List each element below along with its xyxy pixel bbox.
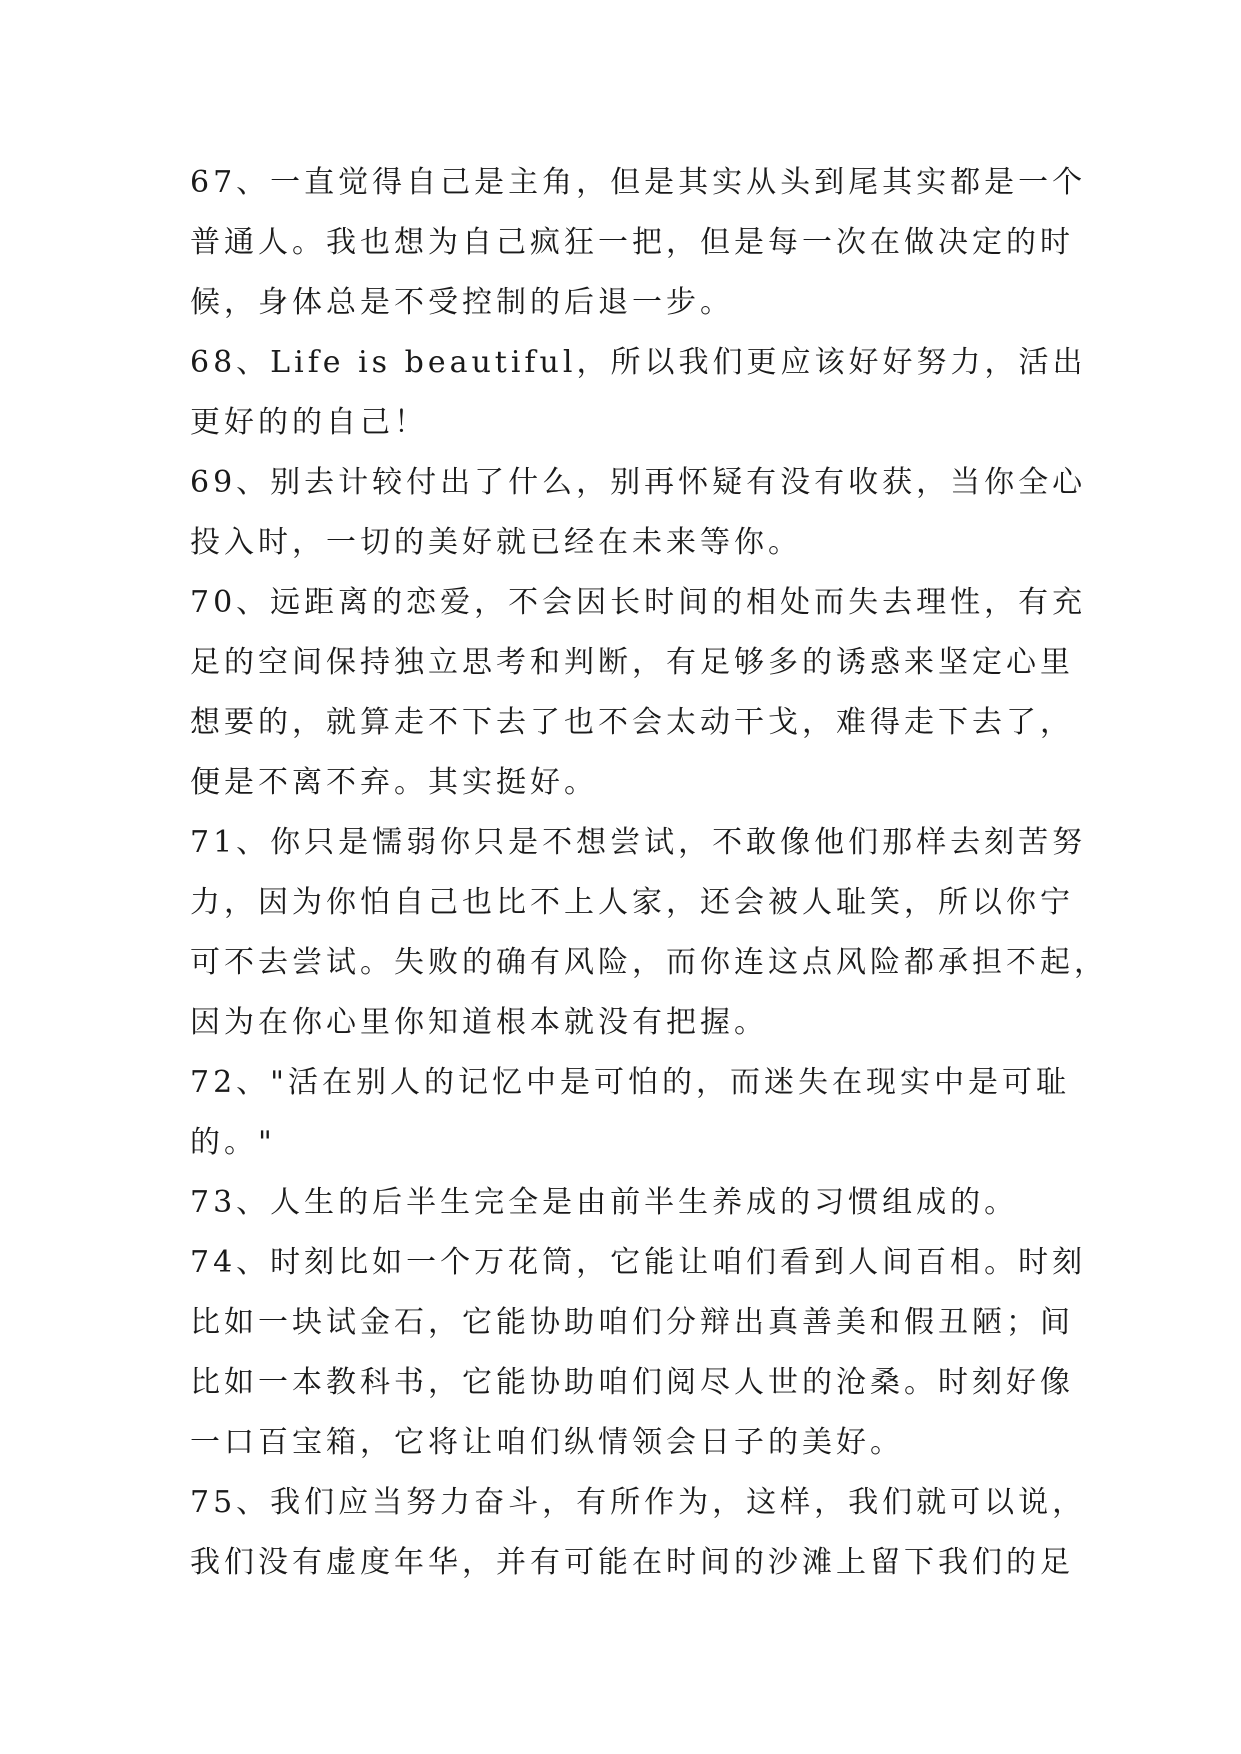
paragraph-68 (190, 333, 1087, 453)
text-line: 便是不离不弃。其实挺好。 (190, 765, 598, 800)
text-line: 一口百宝箱，它将让咱们纵情领会日子的美好。 (190, 1425, 904, 1460)
text-line: 75、我们应当努力奋斗，有所作为，这样，我们就可以说， (190, 1485, 1087, 1520)
text-line: 比如一本教科书，它能协助咱们阅尽人世的沧桑。时刻好像 (190, 1365, 1074, 1400)
text-line: 67、一直觉得自己是主角，但是其实从头到尾其实都是一个 (190, 165, 1087, 200)
paragraph-69 (190, 453, 1087, 573)
text-line: 普通人。我也想为自己疯狂一把，但是每一次在做决定的时 (190, 225, 1074, 260)
text-line: 比如一块试金石，它能协助咱们分辩出真善美和假丑陋；间 (190, 1305, 1074, 1340)
text-line: 投入时，一切的美好就已经在未来等你。 (190, 525, 802, 560)
text-line: 的。" (190, 1125, 276, 1160)
paragraph-73 (190, 1173, 1070, 1233)
text-line: 68、Life is beautiful，所以我们更应该好好努力，活出 (190, 345, 1087, 380)
paragraph-74 (190, 1233, 1087, 1473)
text-line: 69、别去计较付出了什么，别再怀疑有没有收获，当你全心 (190, 465, 1087, 500)
text-line: 71、你只是懦弱你只是不想尝试，不敢像他们那样去刻苦努 (190, 825, 1087, 860)
paragraph-75 (190, 1473, 1087, 1593)
text-line: 72、"活在别人的记忆中是可怕的，而迷失在现实中是可耻 (190, 1065, 1070, 1100)
text-line: 更好的的自己！ (190, 405, 428, 440)
text-line: 想要的，就算走不下去了也不会太动干戈，难得走下去了， (190, 705, 1074, 740)
text-line: 73、人生的后半生完全是由前半生养成的习惯组成的。 (190, 1185, 1019, 1220)
text-line: 足的空间保持独立思考和判断，有足够多的诱惑来坚定心里 (190, 645, 1074, 680)
text-line: 70、远距离的恋爱，不会因长时间的相处而失去理性，有充 (190, 585, 1087, 620)
document-body (190, 153, 1108, 1593)
text-line: 候，身体总是不受控制的后退一步。 (190, 285, 734, 320)
paragraph-67 (190, 153, 1087, 333)
text-line: 力，因为你怕自己也比不上人家，还会被人耻笑，所以你宁 (190, 885, 1074, 920)
paragraph-72 (190, 1053, 1070, 1173)
text-line: 74、时刻比如一个万花筒，它能让咱们看到人间百相。时刻 (190, 1245, 1087, 1280)
paragraph-70 (190, 573, 1087, 813)
paragraph-71 (190, 813, 1108, 1053)
text-line: 可不去尝试。失败的确有风险，而你连这点风险都承担不起， (190, 945, 1108, 980)
text-line: 我们没有虚度年华，并有可能在时间的沙滩上留下我们的足 (190, 1545, 1074, 1580)
text-line: 因为在你心里你知道根本就没有把握。 (190, 1005, 768, 1040)
